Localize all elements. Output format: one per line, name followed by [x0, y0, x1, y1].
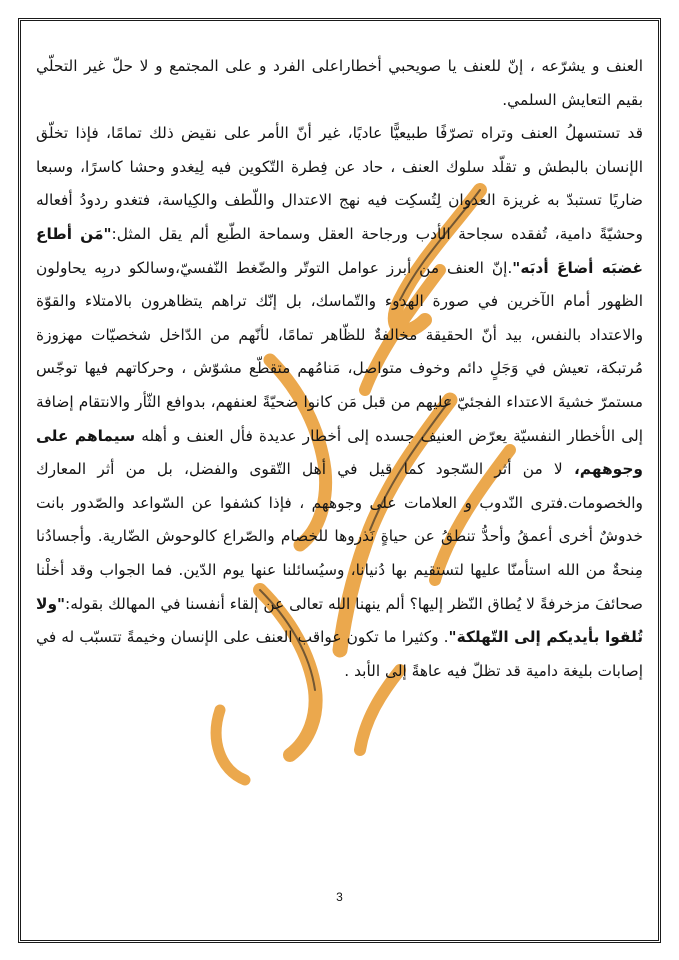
text-segment: .إنّ العنف من أبرز عوامل التوتّر والضّغط النّفسيّ،وسالكو دربِه يحاولون الظهور أمام الآخرين في صورة الهدوء والتّماسك، بل إنّك تراهم يتظاهرون بالامتلاء والقوّة والاعتداد بالنفس، بيد أنّ الحقيقة مخالفةٌ للظّاهر تمامًا، لأنّهم من الدّاخل شخصيّات مهزوزة مُرتبكة، تعيش في وَجَلٍ دائم وخوف متواصل، مَنامُهم متقطّع مشوّش ، وحركاتهم فيها توجّس مستمرّ خشيةَ الاعتداء الفجئيّ عليهم من قبل مَن كانوا ضحيّةً لعنفهم، بدوافع الثّأر والانتقام إضافة إلى الأخطار النفسيّة يعرّض العنيف جسده إلى أخطار عديدة فأل العنف و أهله [36, 258, 644, 445]
bold-quote: "ولا تُلقوا بأيديكم إلى التّهلكة" [36, 594, 644, 647]
bold-quote: سيماهم على وجوههم، [36, 426, 643, 479]
text-segment: العنف و يشرّعه ، إنّ للعنف يا صويحبي أخطاراعلى الفرد و على المجتمع و لا حلّ غير التحلّي بقيم التعايش السلمي. [36, 57, 643, 109]
paragraph [36, 50, 643, 117]
text-segment: قد تستسهلُ العنف وتراه تصرّفًا طبيعيًّا عاديًا، غير أنّ الأمر على نقيض ذلك تمامًا، فإذا تخلّق الإنسان بالبطش و تقلّد سلوك العنف ، حاد عن فِطرة التّكوين فيه لِيغدو وحشا كاسرًا، وسبعا ضاريًا تستبدّ به غريزة العدوان لِتُسكِت فيه نهج الاعتدال واللّطف والكِياسة، فتغدو ردودُ أفعاله وحشيّةً دامية، تُفقده سجاحة الأدب ورجاحة العقل وسماحة الطّبع ألم يقل المثل: [36, 124, 643, 243]
article-body [36, 50, 643, 688]
paragraph [36, 117, 643, 688]
page-number: 3 [336, 890, 343, 904]
text-segment: لا من أثر السّجود كما قيل في أهل التّقوى والفضل، بل من أثر المعارك والخصومات.فترى النّدوب و العلامات على وجوههم ، فإذا كشفوا عن السّواعد والصّدور بانت خدوشٌ أخرى أعمقُ وأحدُّ تنطقُ عن حياةٍ نَذروها للخصام والصّراع كالوحوش الضّارية. وأجسادُنا مِنحةٌ من الله استأمنّا عليها لتستقيم بها دُنيانا، وسيُسائلنا عنها يوم الدّين. فما الجواب وقد أخلْنا صحائفَ مزخرفةً لا يُطاق النّظر إليها؟ ألم ينهنا الله تعالى عن إلقاء أنفسنا في المهالك بقوله: [36, 460, 643, 613]
text-segment: . وكثيرا ما تكون عواقب العنف على الإنسان وخيمةً تتسبّب له في إصابات بليغة دامية قد تظلّ فيه عاهةً إلى الأبد . [36, 628, 643, 680]
bold-quote: "مَن أطاع غضبَه أضاعَ أدبَه" [36, 224, 644, 277]
